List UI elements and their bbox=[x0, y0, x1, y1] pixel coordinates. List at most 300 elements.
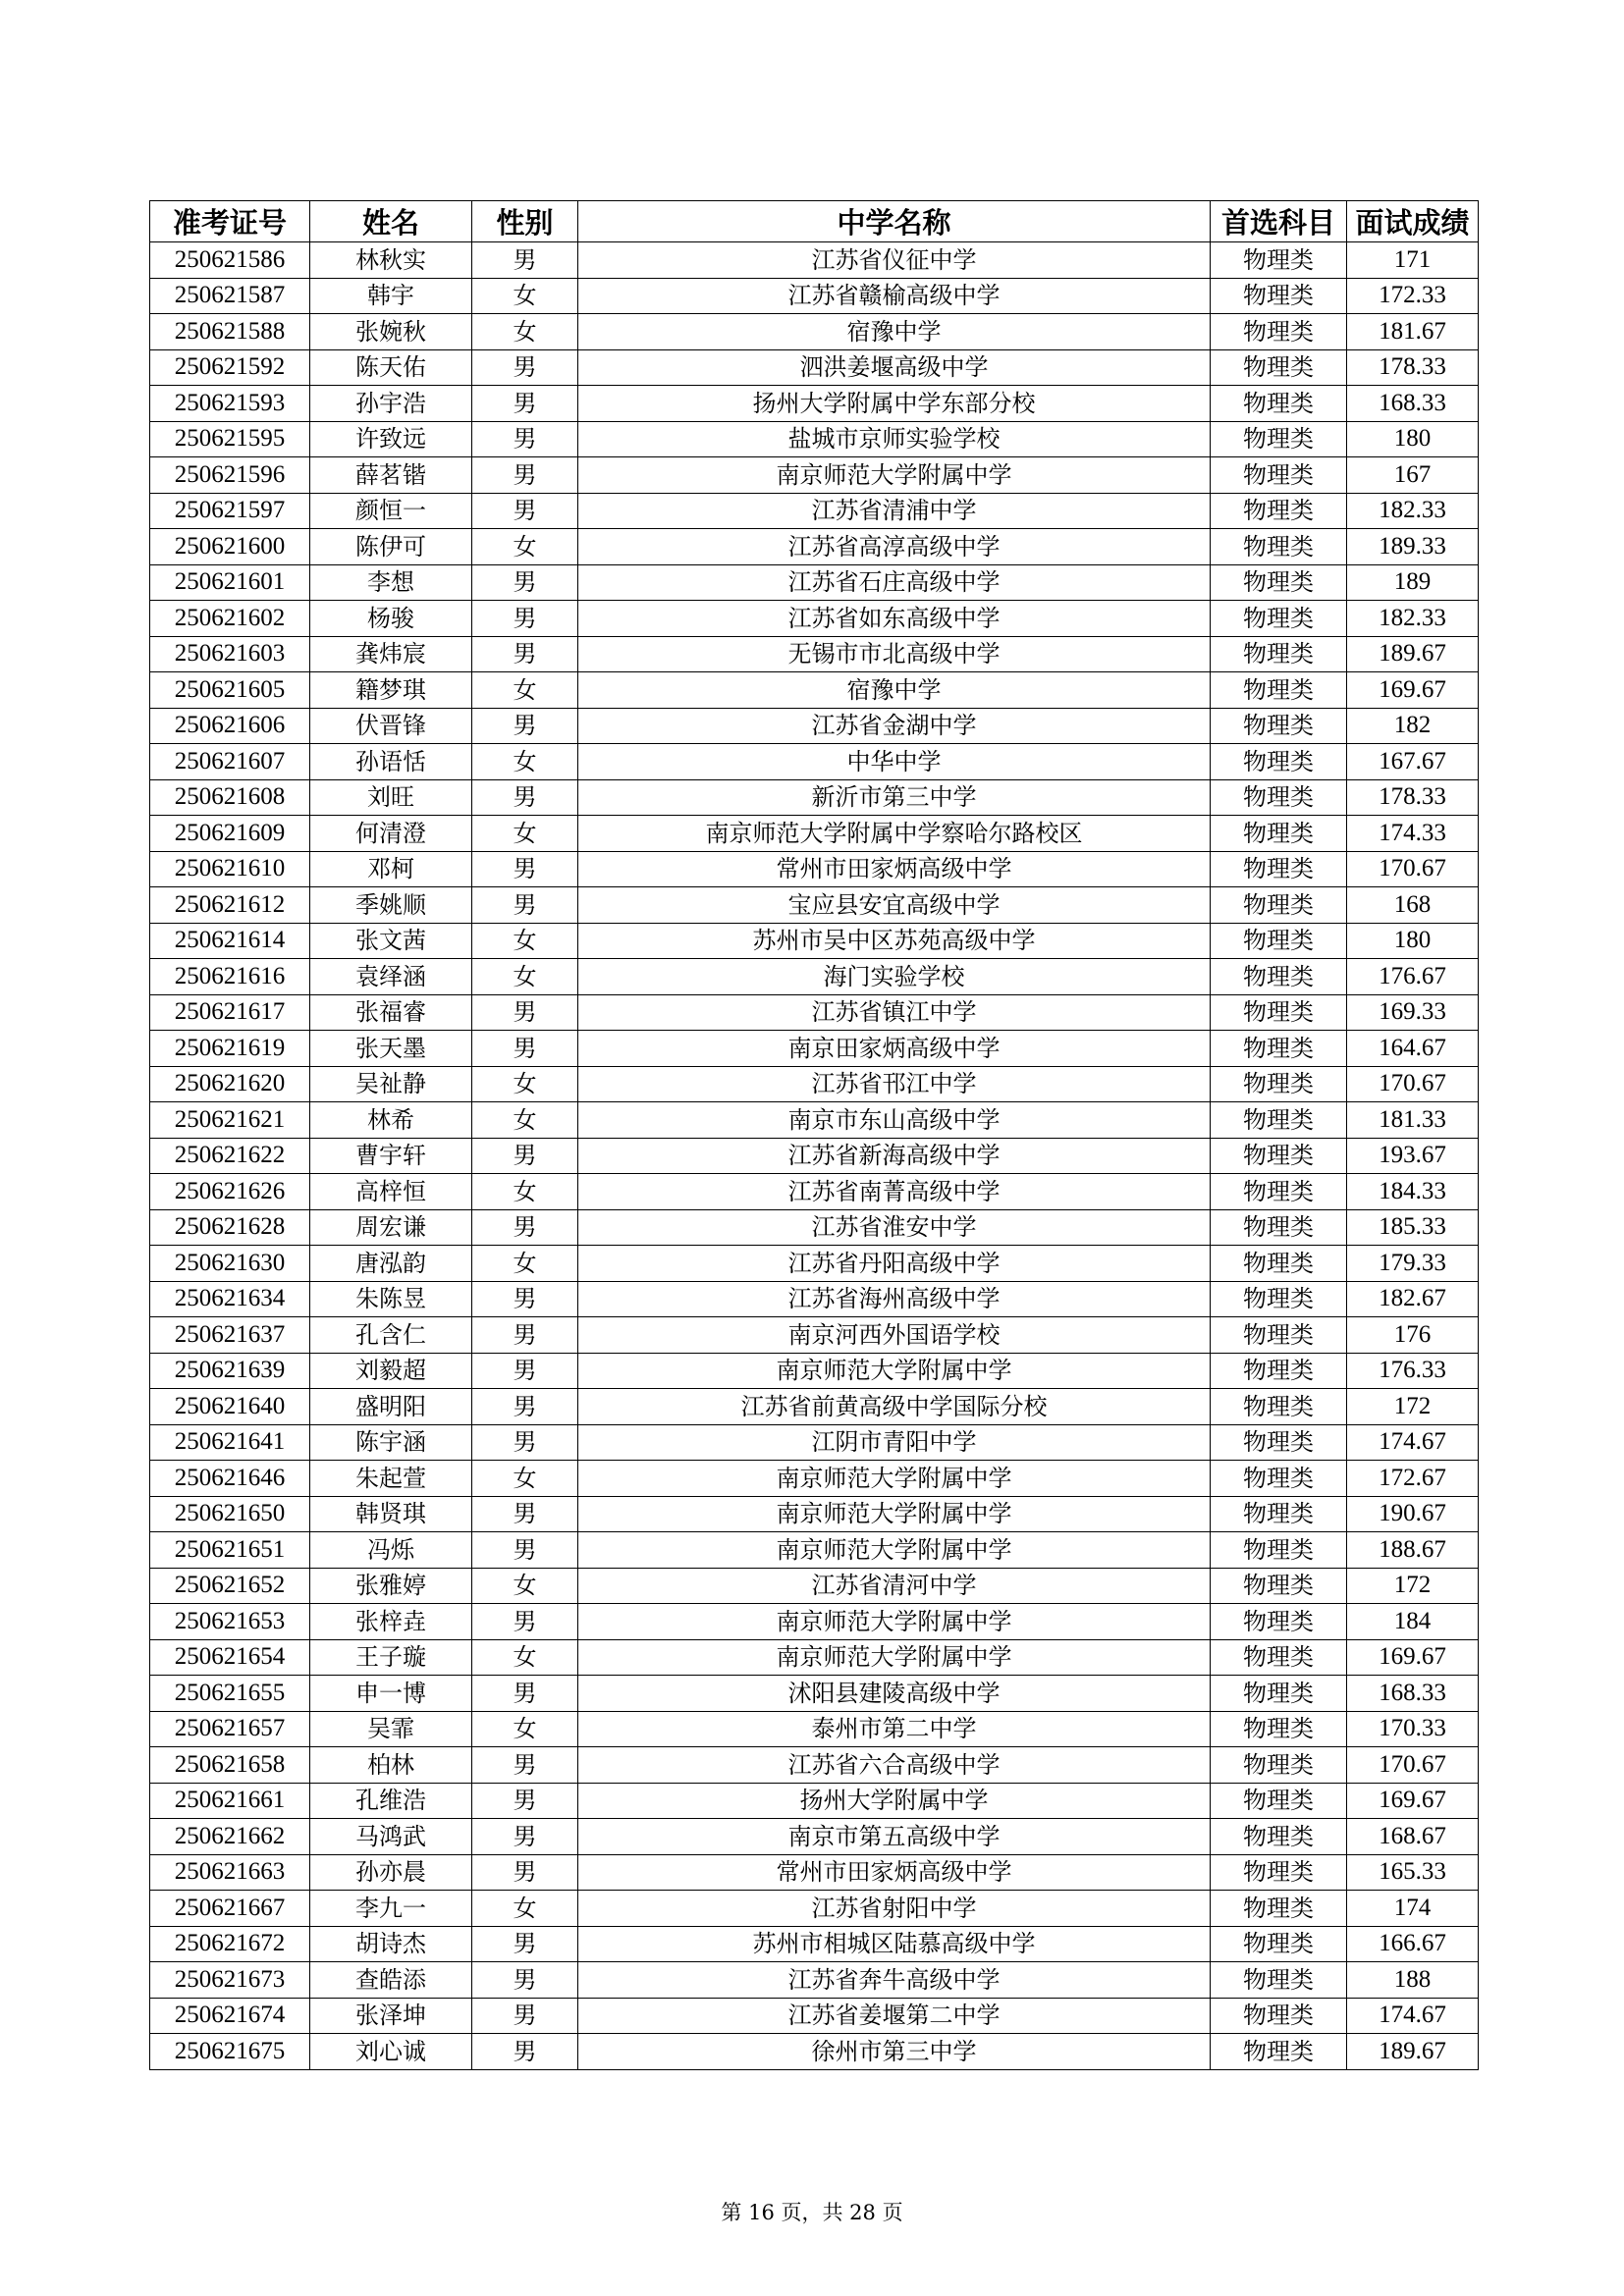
name-cell: 胡诗杰 bbox=[310, 1926, 472, 1962]
gender-cell: 男 bbox=[472, 1747, 578, 1784]
gender-cell: 男 bbox=[472, 1031, 578, 1067]
exam-id-cell: 250621652 bbox=[150, 1568, 310, 1604]
subject-cell: 物理类 bbox=[1211, 1532, 1347, 1569]
exam-id-cell: 250621639 bbox=[150, 1353, 310, 1389]
gender-cell: 女 bbox=[472, 1102, 578, 1139]
score-cell: 189.33 bbox=[1347, 529, 1479, 565]
name-cell: 孔维浩 bbox=[310, 1783, 472, 1819]
subject-cell: 物理类 bbox=[1211, 708, 1347, 744]
name-cell: 龚炜宸 bbox=[310, 636, 472, 672]
gender-cell: 男 bbox=[472, 1389, 578, 1425]
school-cell: 江苏省海州高级中学 bbox=[578, 1281, 1211, 1317]
table-row bbox=[150, 887, 1479, 924]
name-cell: 张福睿 bbox=[310, 994, 472, 1031]
gender-cell: 男 bbox=[472, 1676, 578, 1712]
name-cell: 曹宇轩 bbox=[310, 1138, 472, 1174]
name-cell: 林秋实 bbox=[310, 242, 472, 279]
table-row bbox=[150, 1819, 1479, 1855]
school-cell: 常州市田家炳高级中学 bbox=[578, 851, 1211, 887]
school-cell: 宿豫中学 bbox=[578, 672, 1211, 709]
score-cell: 180 bbox=[1347, 421, 1479, 457]
table-row bbox=[150, 1209, 1479, 1246]
subject-cell: 物理类 bbox=[1211, 1246, 1347, 1282]
score-cell: 165.33 bbox=[1347, 1854, 1479, 1891]
subject-cell: 物理类 bbox=[1211, 887, 1347, 924]
score-cell: 179.33 bbox=[1347, 1246, 1479, 1282]
table-row bbox=[150, 1389, 1479, 1425]
exam-id-cell: 250621630 bbox=[150, 1246, 310, 1282]
subject-cell: 物理类 bbox=[1211, 744, 1347, 780]
gender-cell: 男 bbox=[472, 1783, 578, 1819]
gender-cell: 男 bbox=[472, 421, 578, 457]
score-cell: 184 bbox=[1347, 1604, 1479, 1640]
table-row bbox=[150, 1711, 1479, 1747]
subject-cell: 物理类 bbox=[1211, 779, 1347, 816]
name-cell: 韩宇 bbox=[310, 278, 472, 314]
score-cell: 188.67 bbox=[1347, 1532, 1479, 1569]
exam-id-cell: 250621662 bbox=[150, 1819, 310, 1855]
subject-cell: 物理类 bbox=[1211, 672, 1347, 709]
exam-id-cell: 250621592 bbox=[150, 349, 310, 386]
school-cell: 江苏省清浦中学 bbox=[578, 493, 1211, 529]
gender-cell: 男 bbox=[472, 994, 578, 1031]
school-cell: 徐州市第三中学 bbox=[578, 2034, 1211, 2070]
gender-cell: 男 bbox=[472, 564, 578, 601]
exam-id-cell: 250621619 bbox=[150, 1031, 310, 1067]
table-row bbox=[150, 1317, 1479, 1354]
exam-id-cell: 250621597 bbox=[150, 493, 310, 529]
score-cell: 190.67 bbox=[1347, 1496, 1479, 1532]
gender-cell: 男 bbox=[472, 708, 578, 744]
school-cell: 泗洪姜堰高级中学 bbox=[578, 349, 1211, 386]
exam-id-cell: 250621600 bbox=[150, 529, 310, 565]
exam-id-cell: 250621672 bbox=[150, 1926, 310, 1962]
header-subject: 首选科目 bbox=[1211, 201, 1347, 242]
school-cell: 南京师范大学附属中学 bbox=[578, 1639, 1211, 1676]
exam-id-cell: 250621654 bbox=[150, 1639, 310, 1676]
subject-cell: 物理类 bbox=[1211, 1998, 1347, 2034]
name-cell: 张天墨 bbox=[310, 1031, 472, 1067]
score-cell: 172.33 bbox=[1347, 278, 1479, 314]
school-cell: 南京师范大学附属中学 bbox=[578, 1461, 1211, 1497]
name-cell: 刘毅超 bbox=[310, 1353, 472, 1389]
gender-cell: 男 bbox=[472, 1604, 578, 1640]
table-body bbox=[150, 242, 1479, 2070]
table-row bbox=[150, 421, 1479, 457]
school-cell: 江苏省镇江中学 bbox=[578, 994, 1211, 1031]
table-row bbox=[150, 1604, 1479, 1640]
name-cell: 刘心诚 bbox=[310, 2034, 472, 2070]
score-cell: 172 bbox=[1347, 1568, 1479, 1604]
name-cell: 朱陈昱 bbox=[310, 1281, 472, 1317]
subject-cell: 物理类 bbox=[1211, 1066, 1347, 1102]
exam-id-cell: 250621655 bbox=[150, 1676, 310, 1712]
exam-id-cell: 250621640 bbox=[150, 1389, 310, 1425]
subject-cell: 物理类 bbox=[1211, 1281, 1347, 1317]
header-score: 面试成绩 bbox=[1347, 201, 1479, 242]
score-cell: 188 bbox=[1347, 1962, 1479, 1999]
subject-cell: 物理类 bbox=[1211, 1783, 1347, 1819]
subject-cell: 物理类 bbox=[1211, 1353, 1347, 1389]
name-cell: 吴祉静 bbox=[310, 1066, 472, 1102]
name-cell: 王子璇 bbox=[310, 1639, 472, 1676]
subject-cell: 物理类 bbox=[1211, 1138, 1347, 1174]
gender-cell: 女 bbox=[472, 923, 578, 959]
subject-cell: 物理类 bbox=[1211, 1711, 1347, 1747]
subject-cell: 物理类 bbox=[1211, 1891, 1347, 1927]
page-number: 第 16 页，共 28 页 bbox=[721, 2201, 903, 2224]
exam-id-cell: 250621612 bbox=[150, 887, 310, 924]
table-row bbox=[150, 493, 1479, 529]
exam-id-cell: 250621658 bbox=[150, 1747, 310, 1784]
subject-cell: 物理类 bbox=[1211, 1568, 1347, 1604]
school-cell: 南京师范大学附属中学 bbox=[578, 1604, 1211, 1640]
exam-id-cell: 250621610 bbox=[150, 851, 310, 887]
gender-cell: 男 bbox=[472, 1317, 578, 1354]
school-cell: 南京市东山高级中学 bbox=[578, 1102, 1211, 1139]
school-cell: 南京河西外国语学校 bbox=[578, 1317, 1211, 1354]
subject-cell: 物理类 bbox=[1211, 1174, 1347, 1210]
subject-cell: 物理类 bbox=[1211, 1461, 1347, 1497]
table-row bbox=[150, 242, 1479, 279]
school-cell: 江苏省邗江中学 bbox=[578, 1066, 1211, 1102]
subject-cell: 物理类 bbox=[1211, 1317, 1347, 1354]
gender-cell: 男 bbox=[472, 457, 578, 494]
school-cell: 常州市田家炳高级中学 bbox=[578, 1854, 1211, 1891]
school-cell: 海门实验学校 bbox=[578, 959, 1211, 995]
table-row bbox=[150, 1998, 1479, 2034]
gender-cell: 女 bbox=[472, 744, 578, 780]
exam-id-cell: 250621617 bbox=[150, 994, 310, 1031]
subject-cell: 物理类 bbox=[1211, 601, 1347, 637]
gender-cell: 女 bbox=[472, 1246, 578, 1282]
score-cell: 181.67 bbox=[1347, 314, 1479, 350]
name-cell: 张文茜 bbox=[310, 923, 472, 959]
name-cell: 陈伊可 bbox=[310, 529, 472, 565]
exam-id-cell: 250621673 bbox=[150, 1962, 310, 1999]
subject-cell: 物理类 bbox=[1211, 1819, 1347, 1855]
school-cell: 扬州大学附属中学东部分校 bbox=[578, 386, 1211, 422]
gender-cell: 女 bbox=[472, 1461, 578, 1497]
table-row bbox=[150, 314, 1479, 350]
score-cell: 193.67 bbox=[1347, 1138, 1479, 1174]
name-cell: 张泽坤 bbox=[310, 1998, 472, 2034]
exam-id-cell: 250621608 bbox=[150, 779, 310, 816]
subject-cell: 物理类 bbox=[1211, 421, 1347, 457]
score-cell: 174.33 bbox=[1347, 816, 1479, 852]
school-cell: 苏州市吴中区苏苑高级中学 bbox=[578, 923, 1211, 959]
table-row bbox=[150, 1568, 1479, 1604]
gender-cell: 女 bbox=[472, 1711, 578, 1747]
exam-id-cell: 250621605 bbox=[150, 672, 310, 709]
table-row bbox=[150, 1926, 1479, 1962]
header-row bbox=[150, 201, 1479, 242]
name-cell: 刘旺 bbox=[310, 779, 472, 816]
header-name: 姓名 bbox=[310, 201, 472, 242]
score-cell: 178.33 bbox=[1347, 779, 1479, 816]
table-row bbox=[150, 1424, 1479, 1461]
score-cell: 164.67 bbox=[1347, 1031, 1479, 1067]
school-cell: 江苏省淮安中学 bbox=[578, 1209, 1211, 1246]
score-cell: 176.67 bbox=[1347, 959, 1479, 995]
exam-id-cell: 250621603 bbox=[150, 636, 310, 672]
name-cell: 籍梦琪 bbox=[310, 672, 472, 709]
name-cell: 盛明阳 bbox=[310, 1389, 472, 1425]
score-cell: 167.67 bbox=[1347, 744, 1479, 780]
subject-cell: 物理类 bbox=[1211, 1424, 1347, 1461]
score-cell: 189 bbox=[1347, 564, 1479, 601]
table-row bbox=[150, 1246, 1479, 1282]
school-cell: 南京师范大学附属中学察哈尔路校区 bbox=[578, 816, 1211, 852]
subject-cell: 物理类 bbox=[1211, 457, 1347, 494]
score-cell: 182.33 bbox=[1347, 601, 1479, 637]
school-cell: 江苏省新海高级中学 bbox=[578, 1138, 1211, 1174]
name-cell: 朱起萱 bbox=[310, 1461, 472, 1497]
subject-cell: 物理类 bbox=[1211, 636, 1347, 672]
score-cell: 168.33 bbox=[1347, 1676, 1479, 1712]
school-cell: 江苏省高淳高级中学 bbox=[578, 529, 1211, 565]
table-row bbox=[150, 636, 1479, 672]
exam-id-cell: 250621586 bbox=[150, 242, 310, 279]
exam-id-cell: 250621606 bbox=[150, 708, 310, 744]
table-row bbox=[150, 672, 1479, 709]
school-cell: 江苏省丹阳高级中学 bbox=[578, 1246, 1211, 1282]
score-cell: 170.67 bbox=[1347, 851, 1479, 887]
school-cell: 宝应县安宜高级中学 bbox=[578, 887, 1211, 924]
table-row bbox=[150, 1783, 1479, 1819]
gender-cell: 男 bbox=[472, 1138, 578, 1174]
table-row bbox=[150, 1102, 1479, 1139]
subject-cell: 物理类 bbox=[1211, 959, 1347, 995]
exam-id-cell: 250621596 bbox=[150, 457, 310, 494]
school-cell: 江苏省仪征中学 bbox=[578, 242, 1211, 279]
name-cell: 周宏谦 bbox=[310, 1209, 472, 1246]
score-cell: 180 bbox=[1347, 923, 1479, 959]
table-row bbox=[150, 994, 1479, 1031]
subject-cell: 物理类 bbox=[1211, 851, 1347, 887]
score-cell: 182 bbox=[1347, 708, 1479, 744]
exam-id-cell: 250621602 bbox=[150, 601, 310, 637]
school-cell: 江苏省姜堰第二中学 bbox=[578, 1998, 1211, 2034]
name-cell: 孙语恬 bbox=[310, 744, 472, 780]
score-cell: 174.67 bbox=[1347, 1424, 1479, 1461]
score-cell: 169.33 bbox=[1347, 994, 1479, 1031]
score-cell: 181.33 bbox=[1347, 1102, 1479, 1139]
name-cell: 吴霏 bbox=[310, 1711, 472, 1747]
school-cell: 江苏省赣榆高级中学 bbox=[578, 278, 1211, 314]
subject-cell: 物理类 bbox=[1211, 1747, 1347, 1784]
school-cell: 苏州市相城区陆慕高级中学 bbox=[578, 1926, 1211, 1962]
table-row bbox=[150, 1174, 1479, 1210]
name-cell: 韩贤琪 bbox=[310, 1496, 472, 1532]
subject-cell: 物理类 bbox=[1211, 493, 1347, 529]
table-row bbox=[150, 1031, 1479, 1067]
name-cell: 查皓添 bbox=[310, 1962, 472, 1999]
table-row bbox=[150, 851, 1479, 887]
school-cell: 江苏省射阳中学 bbox=[578, 1891, 1211, 1927]
school-cell: 南京田家炳高级中学 bbox=[578, 1031, 1211, 1067]
name-cell: 冯烁 bbox=[310, 1532, 472, 1569]
name-cell: 申一博 bbox=[310, 1676, 472, 1712]
score-cell: 178.33 bbox=[1347, 349, 1479, 386]
subject-cell: 物理类 bbox=[1211, 1031, 1347, 1067]
table-row bbox=[150, 1854, 1479, 1891]
exam-id-cell: 250621657 bbox=[150, 1711, 310, 1747]
gender-cell: 男 bbox=[472, 1209, 578, 1246]
table-row bbox=[150, 1138, 1479, 1174]
name-cell: 李想 bbox=[310, 564, 472, 601]
gender-cell: 男 bbox=[472, 1281, 578, 1317]
score-cell: 169.67 bbox=[1347, 1783, 1479, 1819]
score-cell: 174.67 bbox=[1347, 1998, 1479, 2034]
name-cell: 袁绎涵 bbox=[310, 959, 472, 995]
school-cell: 宿豫中学 bbox=[578, 314, 1211, 350]
table-row bbox=[150, 1066, 1479, 1102]
score-cell: 184.33 bbox=[1347, 1174, 1479, 1210]
gender-cell: 男 bbox=[472, 1926, 578, 1962]
exam-id-cell: 250621653 bbox=[150, 1604, 310, 1640]
gender-cell: 男 bbox=[472, 1854, 578, 1891]
score-cell: 169.67 bbox=[1347, 672, 1479, 709]
gender-cell: 男 bbox=[472, 1998, 578, 2034]
gender-cell: 女 bbox=[472, 1174, 578, 1210]
exam-id-cell: 250621587 bbox=[150, 278, 310, 314]
school-cell: 江阴市青阳中学 bbox=[578, 1424, 1211, 1461]
name-cell: 马鸿武 bbox=[310, 1819, 472, 1855]
gender-cell: 男 bbox=[472, 493, 578, 529]
name-cell: 颜恒一 bbox=[310, 493, 472, 529]
score-cell: 166.67 bbox=[1347, 1926, 1479, 1962]
exam-id-cell: 250621650 bbox=[150, 1496, 310, 1532]
exam-id-cell: 250621621 bbox=[150, 1102, 310, 1139]
school-cell: 江苏省如东高级中学 bbox=[578, 601, 1211, 637]
school-cell: 江苏省南菁高级中学 bbox=[578, 1174, 1211, 1210]
school-cell: 南京市第五高级中学 bbox=[578, 1819, 1211, 1855]
exam-id-cell: 250621651 bbox=[150, 1532, 310, 1569]
gender-cell: 男 bbox=[472, 1532, 578, 1569]
subject-cell: 物理类 bbox=[1211, 1389, 1347, 1425]
header-school: 中学名称 bbox=[578, 201, 1211, 242]
table-row bbox=[150, 349, 1479, 386]
gender-cell: 男 bbox=[472, 851, 578, 887]
gender-cell: 男 bbox=[472, 779, 578, 816]
subject-cell: 物理类 bbox=[1211, 1639, 1347, 1676]
name-cell: 陈天佑 bbox=[310, 349, 472, 386]
table-row bbox=[150, 1281, 1479, 1317]
school-cell: 泰州市第二中学 bbox=[578, 1711, 1211, 1747]
score-cell: 167 bbox=[1347, 457, 1479, 494]
subject-cell: 物理类 bbox=[1211, 1604, 1347, 1640]
score-cell: 182.33 bbox=[1347, 493, 1479, 529]
gender-cell: 男 bbox=[472, 242, 578, 279]
table-row bbox=[150, 601, 1479, 637]
subject-cell: 物理类 bbox=[1211, 1102, 1347, 1139]
name-cell: 孙亦晨 bbox=[310, 1854, 472, 1891]
school-cell: 盐城市京师实验学校 bbox=[578, 421, 1211, 457]
school-cell: 南京师范大学附属中学 bbox=[578, 1353, 1211, 1389]
name-cell: 孔含仁 bbox=[310, 1317, 472, 1354]
score-cell: 174 bbox=[1347, 1891, 1479, 1927]
exam-id-cell: 250621646 bbox=[150, 1461, 310, 1497]
gender-cell: 男 bbox=[472, 349, 578, 386]
school-cell: 江苏省奔牛高级中学 bbox=[578, 1962, 1211, 1999]
gender-cell: 男 bbox=[472, 1353, 578, 1389]
name-cell: 张婉秋 bbox=[310, 314, 472, 350]
school-cell: 南京师范大学附属中学 bbox=[578, 1496, 1211, 1532]
table-row bbox=[150, 1891, 1479, 1927]
score-cell: 170.33 bbox=[1347, 1711, 1479, 1747]
gender-cell: 男 bbox=[472, 2034, 578, 2070]
table-row bbox=[150, 278, 1479, 314]
exam-id-cell: 250621661 bbox=[150, 1783, 310, 1819]
name-cell: 李九一 bbox=[310, 1891, 472, 1927]
exam-id-cell: 250621641 bbox=[150, 1424, 310, 1461]
exam-id-cell: 250621620 bbox=[150, 1066, 310, 1102]
exam-id-cell: 250621614 bbox=[150, 923, 310, 959]
name-cell: 高梓恒 bbox=[310, 1174, 472, 1210]
exam-id-cell: 250621634 bbox=[150, 1281, 310, 1317]
exam-id-cell: 250621609 bbox=[150, 816, 310, 852]
table-row bbox=[150, 1747, 1479, 1784]
subject-cell: 物理类 bbox=[1211, 923, 1347, 959]
school-cell: 沭阳县建陵高级中学 bbox=[578, 1676, 1211, 1712]
subject-cell: 物理类 bbox=[1211, 529, 1347, 565]
school-cell: 江苏省石庄高级中学 bbox=[578, 564, 1211, 601]
name-cell: 薛茗锴 bbox=[310, 457, 472, 494]
name-cell: 邓柯 bbox=[310, 851, 472, 887]
gender-cell: 男 bbox=[472, 887, 578, 924]
name-cell: 许致远 bbox=[310, 421, 472, 457]
gender-cell: 女 bbox=[472, 672, 578, 709]
gender-cell: 女 bbox=[472, 278, 578, 314]
gender-cell: 男 bbox=[472, 1424, 578, 1461]
score-cell: 168.33 bbox=[1347, 386, 1479, 422]
score-cell: 182.67 bbox=[1347, 1281, 1479, 1317]
table-row bbox=[150, 1353, 1479, 1389]
gender-cell: 女 bbox=[472, 1639, 578, 1676]
name-cell: 季姚顺 bbox=[310, 887, 472, 924]
score-cell: 172.67 bbox=[1347, 1461, 1479, 1497]
exam-id-cell: 250621595 bbox=[150, 421, 310, 457]
score-cell: 176 bbox=[1347, 1317, 1479, 1354]
score-cell: 171 bbox=[1347, 242, 1479, 279]
exam-id-cell: 250621667 bbox=[150, 1891, 310, 1927]
subject-cell: 物理类 bbox=[1211, 1962, 1347, 1999]
table-row bbox=[150, 708, 1479, 744]
exam-id-cell: 250621637 bbox=[150, 1317, 310, 1354]
table-row bbox=[150, 1496, 1479, 1532]
exam-id-cell: 250621616 bbox=[150, 959, 310, 995]
gender-cell: 女 bbox=[472, 959, 578, 995]
subject-cell: 物理类 bbox=[1211, 278, 1347, 314]
subject-cell: 物理类 bbox=[1211, 1496, 1347, 1532]
subject-cell: 物理类 bbox=[1211, 242, 1347, 279]
table-row bbox=[150, 457, 1479, 494]
school-cell: 中华中学 bbox=[578, 744, 1211, 780]
table-row bbox=[150, 1962, 1479, 1999]
subject-cell: 物理类 bbox=[1211, 1209, 1347, 1246]
subject-cell: 物理类 bbox=[1211, 2034, 1347, 2070]
header-gender: 性别 bbox=[472, 201, 578, 242]
school-cell: 扬州大学附属中学 bbox=[578, 1783, 1211, 1819]
exam-id-cell: 250621628 bbox=[150, 1209, 310, 1246]
table-row bbox=[150, 816, 1479, 852]
score-cell: 170.67 bbox=[1347, 1747, 1479, 1784]
exam-id-cell: 250621626 bbox=[150, 1174, 310, 1210]
name-cell: 唐泓韵 bbox=[310, 1246, 472, 1282]
school-cell: 无锡市市北高级中学 bbox=[578, 636, 1211, 672]
table-row bbox=[150, 2034, 1479, 2070]
